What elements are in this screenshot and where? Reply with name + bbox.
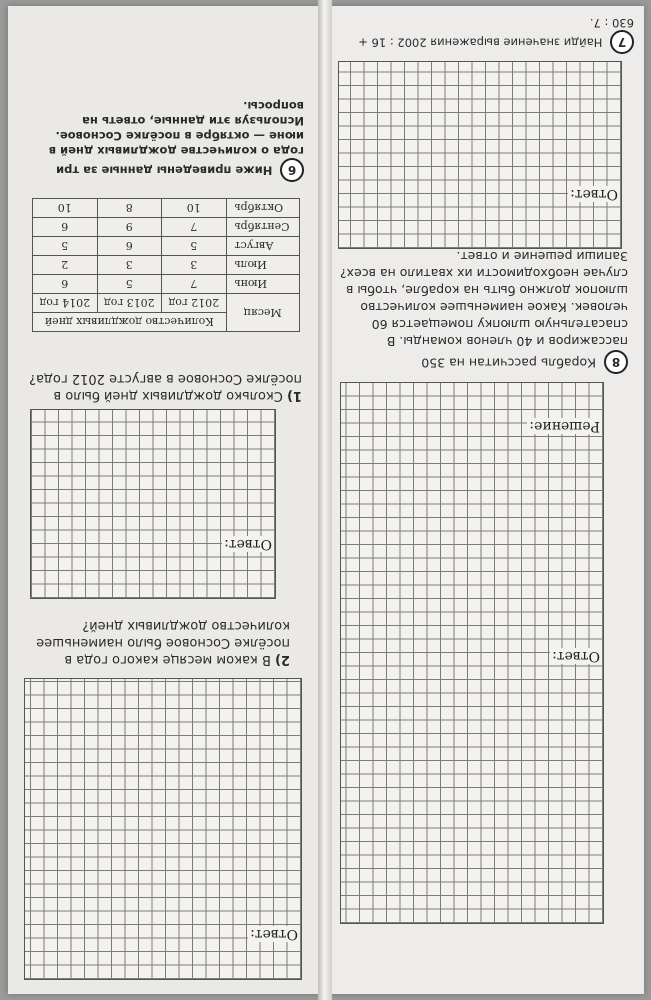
table-cell: 8	[97, 199, 162, 218]
table-row	[33, 218, 300, 237]
table-cell-month: Июль	[226, 256, 299, 275]
task8-answer-label: Ответ:	[552, 648, 600, 664]
question-2-number: 2)	[275, 652, 290, 667]
task7-answer-label: Ответ:	[570, 186, 618, 202]
table-header-year: 2013 год	[97, 294, 162, 313]
table-row	[33, 256, 300, 275]
task6-intro-text: Ниже приведены данные за три года о количестве дождливых дней в июне — октябре в посёлке Сосновое. Используя эти данные, ответь на вопросы.	[48, 99, 304, 178]
table-cell: 2	[33, 256, 98, 275]
table-cell: 9	[97, 218, 162, 237]
answer-grid-1[interactable]	[30, 409, 276, 599]
task8	[338, 248, 628, 374]
task8-solution-label: Решение:	[529, 418, 600, 434]
table-header-month: Месяц	[226, 294, 299, 332]
task7-answer-grid[interactable]	[338, 61, 622, 249]
table-cell: 6	[97, 237, 162, 256]
task8-number-badge: 8	[604, 350, 628, 374]
task7-number-badge: 7	[610, 30, 634, 54]
question-1-text: Сколько дождливых дней было в посёлке Сосновое в августе 2012 года?	[29, 371, 302, 403]
table-cell: 10	[162, 199, 227, 218]
table-header-year: 2014 год	[33, 294, 98, 313]
answer-label-1: Ответ:	[224, 536, 272, 552]
left-page-content	[8, 6, 320, 994]
table-cell: 5	[97, 275, 162, 294]
right-page-content	[330, 6, 644, 994]
table-cell-month: Октябрь	[226, 199, 299, 218]
task7	[338, 15, 634, 54]
answer-label-2: Ответ:	[250, 926, 298, 942]
task7-text: Найди значение выражения 2002 : 16 + 630 : 7.	[358, 16, 634, 50]
table-cell-month: Август	[226, 237, 299, 256]
table-cell: 7	[162, 218, 227, 237]
table-cell: 6	[33, 275, 98, 294]
table-header-group: Количество дождливых дней	[33, 313, 227, 332]
table-row	[33, 237, 300, 256]
question-1	[20, 370, 302, 404]
question-1-number: 1)	[287, 388, 302, 403]
task6-intro	[24, 98, 304, 182]
table-cell: 7	[162, 275, 227, 294]
table-cell: 3	[162, 256, 227, 275]
table-row	[33, 275, 300, 294]
question-2	[20, 617, 290, 668]
table-cell: 3	[97, 256, 162, 275]
task6-number-badge: 6	[280, 158, 304, 182]
task8-text: Корабль рассчитан на 350 пассажиров и 40 членов команды. В спасательную шлюпку помещается 60 человек. Какое наименьшее количество шлюпок должно быть на корабле, чтобы в случае необходимости их хватило на всех? Запиши решение и ответ.	[339, 249, 628, 371]
table-cell: 5	[162, 237, 227, 256]
table-cell: 10	[33, 199, 98, 218]
table-cell: 6	[33, 218, 98, 237]
table-row	[33, 199, 300, 218]
table-cell-month: Июнь	[226, 275, 299, 294]
table-cell: 5	[33, 237, 98, 256]
table-cell-month: Сентябрь	[226, 218, 299, 237]
rainy-days-table	[32, 198, 300, 332]
table-header-year: 2012 год	[162, 294, 227, 313]
question-2-text: В каком месяце какого года в посёлке Сосновое было наименьшее количество дождливых дней?	[36, 618, 290, 667]
